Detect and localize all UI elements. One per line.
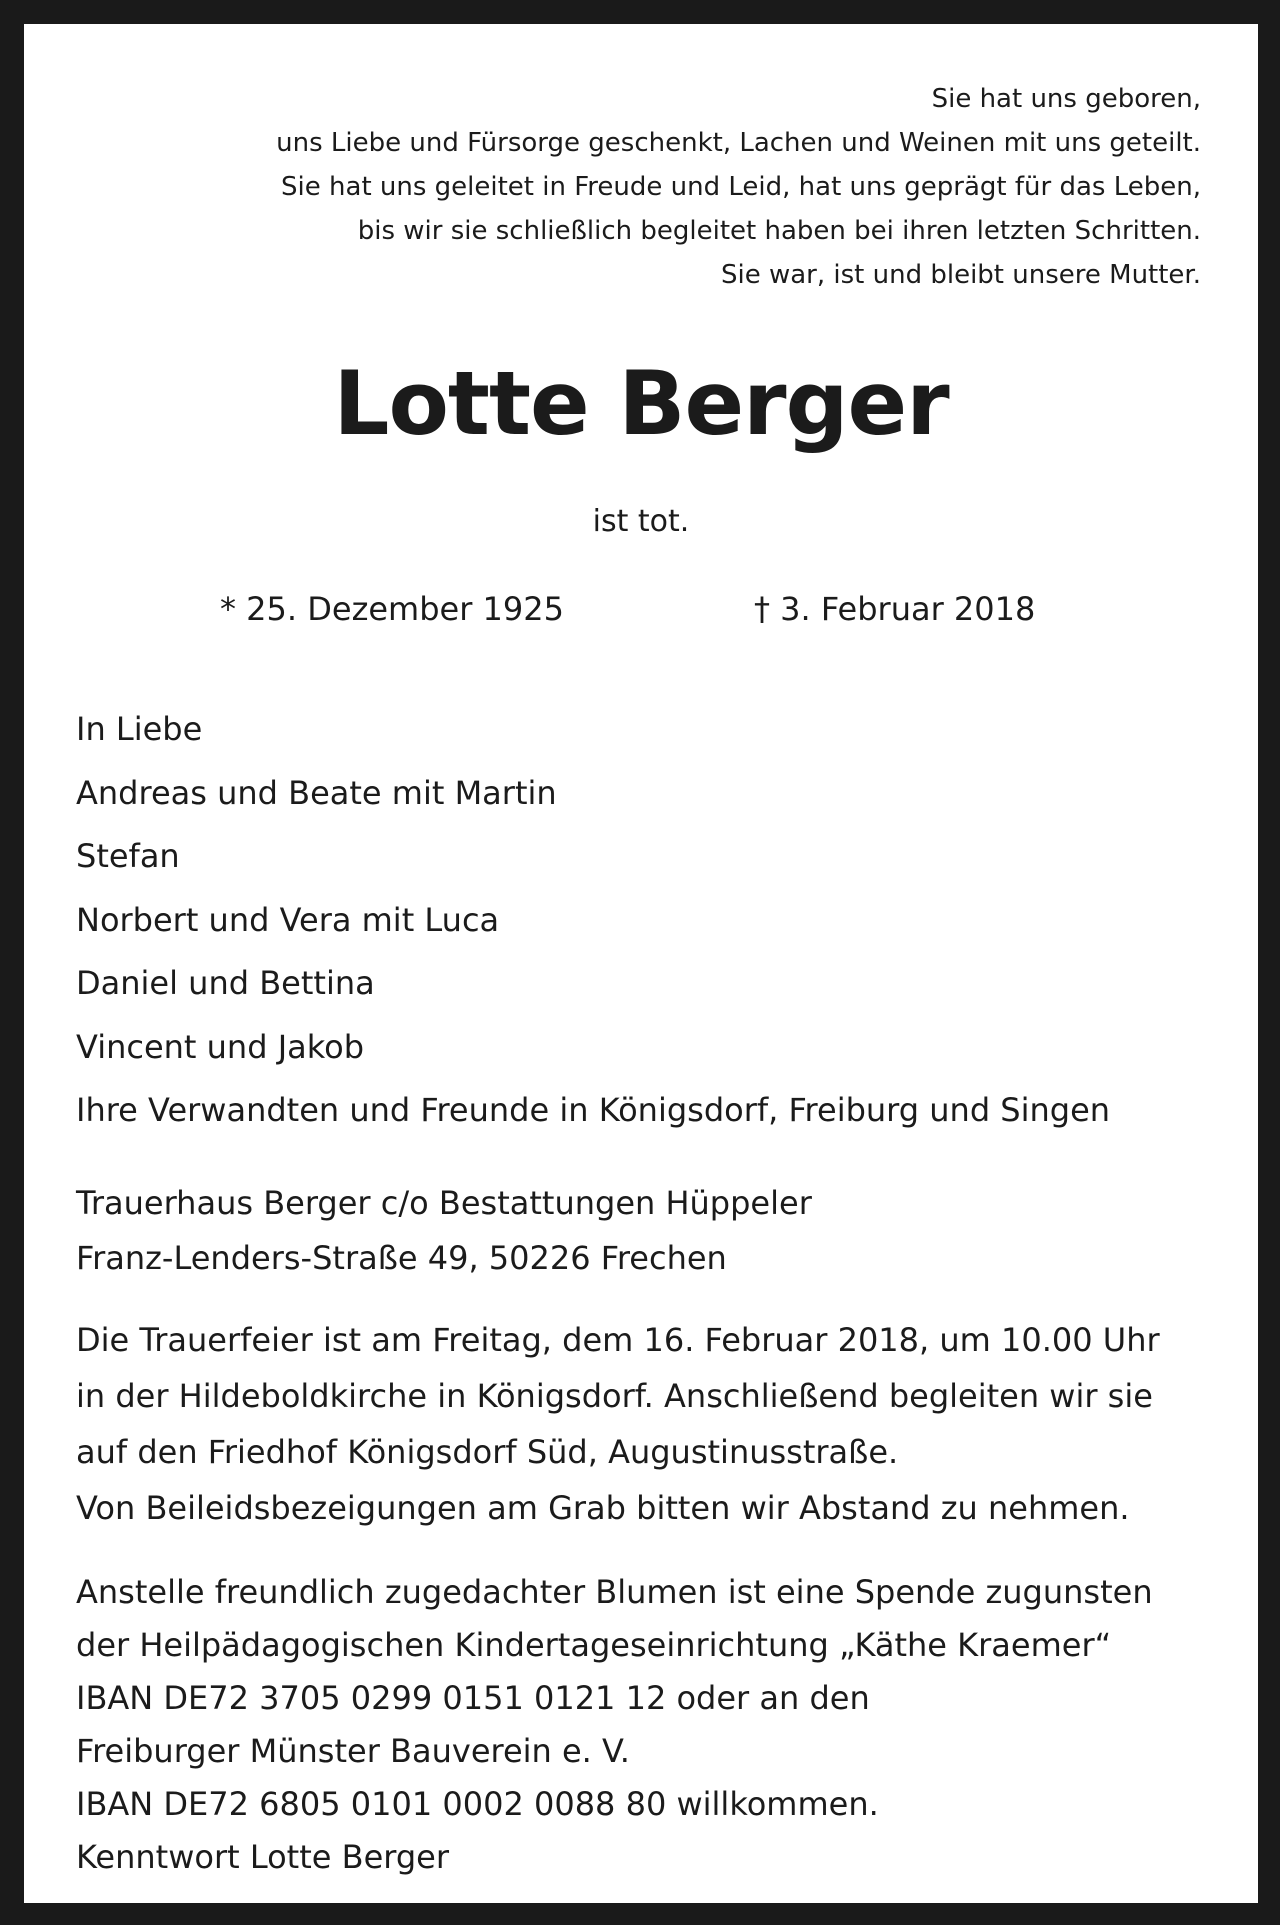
birth-date: * 25. Dezember 1925: [220, 590, 564, 628]
funeral-service-info: [76, 1312, 1236, 1536]
service-line: auf den Friedhof Königsdorf Süd, Augustinusstraße.: [76, 1433, 899, 1471]
donation-line: IBAN DE72 6805 0101 0002 0088 80 willkommen.: [76, 1785, 879, 1823]
obituary-card: [24, 24, 1258, 1903]
donation-line: Anstelle freundlich zugedachter Blumen ist eine Spende zugunsten: [76, 1573, 1153, 1611]
mourning-address: [76, 1176, 1236, 1286]
family-line: Norbert und Vera mit Luca: [76, 900, 500, 939]
death-date: † 3. Februar 2018: [754, 590, 1036, 628]
donation-line: IBAN DE72 3705 0299 0151 0121 12 oder an den: [76, 1679, 870, 1717]
family-line: Daniel und Bettina: [76, 964, 375, 1002]
donation-line: Freiburger Münster Bauverein e. V.: [76, 1732, 630, 1770]
donation-line: Kenntwort Lotte Berger: [76, 1838, 449, 1876]
service-line: Die Trauerfeier ist am Freitag, dem 16. Februar 2018, um 10.00 Uhr: [76, 1321, 1160, 1359]
family-line: In Liebe: [76, 710, 203, 748]
deceased-name: Lotte Berger: [333, 352, 949, 455]
poem-line: bis wir sie schließlich begleitet haben bei ihren letzten Schritten.: [357, 216, 1201, 246]
poem-line: Sie hat uns geleitet in Freude und Leid, hat uns geprägt für das Leben,: [281, 172, 1201, 202]
family-line: Ihre Verwandten und Freunde in Königsdorf, Freiburg und Singen: [76, 1091, 1111, 1129]
service-line: Von Beileidsbezeigungen am Grab bitten wir Abstand zu nehmen.: [76, 1489, 1130, 1527]
family-line: Andreas und Beate mit Martin: [76, 773, 557, 812]
donation-info: [76, 1566, 1236, 1884]
poem-line: uns Liebe und Fürsorge geschenkt, Lachen und Weinen mit uns geteilt.: [276, 128, 1201, 158]
poem-line: Sie war, ist und bleibt unsere Mutter.: [720, 260, 1201, 290]
subtitle: ist tot.: [592, 504, 690, 539]
service-line: in der Hildeboldkirche in Königsdorf. Anschließend begleiten wir sie: [76, 1377, 1153, 1415]
family-line: Stefan: [76, 837, 180, 875]
poem-line: Sie hat uns geboren,: [931, 84, 1201, 114]
address-line: Trauerhaus Berger c/o Bestattungen Hüppeler: [76, 1184, 812, 1222]
family-line: Vincent und Jakob: [76, 1027, 365, 1066]
family-list: [76, 698, 1236, 1143]
donation-line: der Heilpädagogischen Kindertageseinrichtung „Käthe Kraemer“: [76, 1626, 1112, 1664]
poem: [51, 77, 1201, 297]
address-line: Franz-Lenders-Straße 49, 50226 Frechen: [76, 1239, 727, 1277]
